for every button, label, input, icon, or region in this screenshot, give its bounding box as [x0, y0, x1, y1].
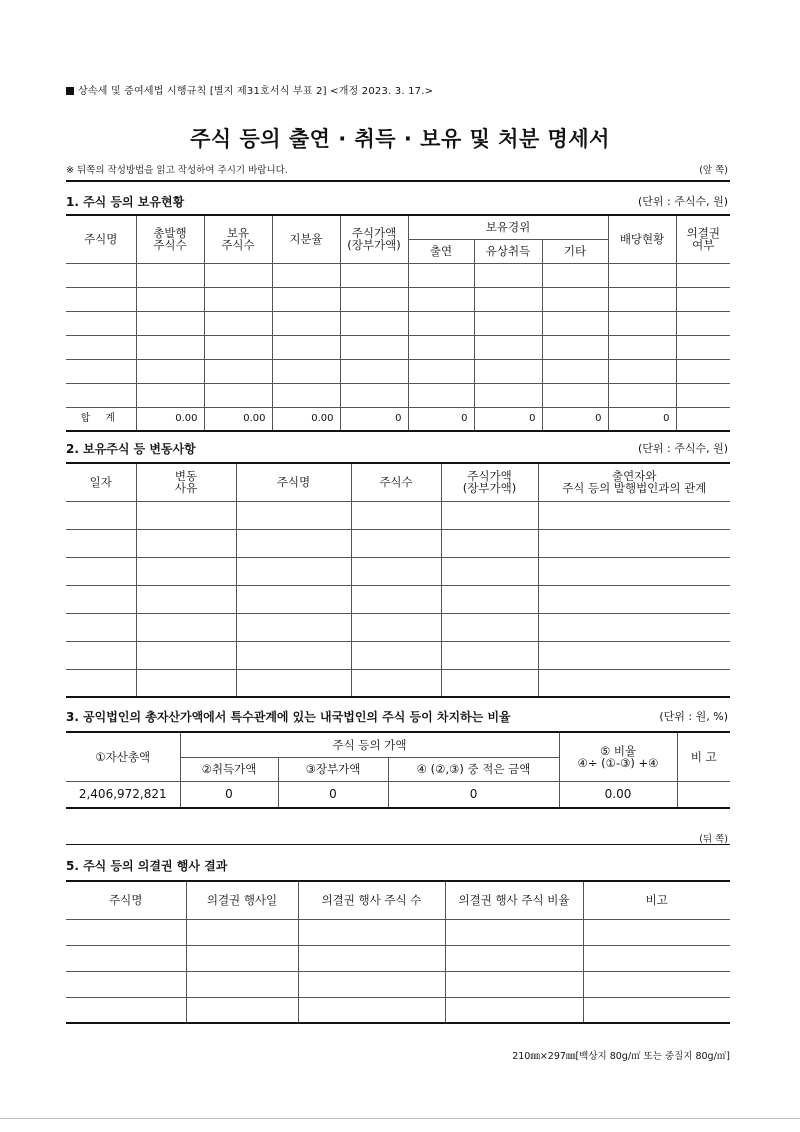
table-row	[66, 613, 730, 641]
col-date: 일자	[66, 463, 136, 501]
table-cell	[583, 945, 730, 971]
form-title: 주식 등의 출연 · 취득 · 보유 및 처분 명세서	[190, 127, 610, 151]
section2-title: 2. 보유주식 등 변동사항	[66, 442, 196, 456]
table-cell	[186, 971, 298, 997]
total-assets-value: 2,406,972,821	[66, 781, 180, 808]
table-cell	[66, 287, 136, 311]
col-lesser-amount: ④ (②,③) 중 적은 금액	[388, 757, 559, 781]
table-cell	[445, 919, 583, 945]
total-dividend-value: 0	[608, 407, 676, 431]
table-cell	[340, 263, 408, 287]
table-cell	[474, 359, 542, 383]
table-cell	[441, 501, 538, 529]
table-cell	[676, 335, 730, 359]
table-row	[66, 669, 730, 697]
table-cell	[272, 359, 340, 383]
table-cell	[583, 997, 730, 1023]
table-cell	[66, 919, 186, 945]
col-stock-name: 주식명	[66, 881, 186, 919]
changes-table	[66, 462, 730, 698]
table-cell	[542, 263, 608, 287]
table-cell	[204, 287, 272, 311]
table-row	[66, 501, 730, 529]
table-row	[66, 945, 730, 971]
book-value: 0	[278, 781, 388, 808]
table-cell	[351, 585, 441, 613]
table-cell	[236, 557, 351, 585]
law-reference-text: 상속세 및 증여세법 시행규칙 [별지 제31호서식 부표 2] <개정 2023. 3. 17.>	[78, 86, 434, 97]
table-cell	[408, 335, 474, 359]
voting-results-table	[66, 880, 730, 1024]
table-cell	[351, 557, 441, 585]
table-cell	[351, 669, 441, 697]
table-cell	[236, 501, 351, 529]
table-cell	[66, 311, 136, 335]
col-acquisition-value: ②취득가액	[180, 757, 278, 781]
total-paid-acq-value: 0	[474, 407, 542, 431]
table-cell	[583, 971, 730, 997]
table-cell	[236, 529, 351, 557]
col-other: 기타	[542, 239, 608, 263]
col-vote-ratio: 의결권 행사 주식 비율	[445, 881, 583, 919]
col-ratio: ⑤ 비율 ④÷ (①-③) +④	[559, 732, 677, 781]
square-bullet-icon	[66, 87, 74, 95]
table-cell	[474, 263, 542, 287]
table-cell	[298, 919, 445, 945]
table-cell	[136, 613, 236, 641]
table-cell	[66, 641, 136, 669]
table-cell	[538, 613, 730, 641]
col-book-value: 주식가액 (장부가액)	[441, 463, 538, 501]
col-share-ratio: 지분율	[272, 215, 340, 263]
table-cell	[445, 971, 583, 997]
table-cell	[474, 335, 542, 359]
table-cell	[542, 335, 608, 359]
col-shares: 주식수	[351, 463, 441, 501]
table-cell	[445, 997, 583, 1023]
table-cell	[136, 501, 236, 529]
col-contribution: 출연	[408, 239, 474, 263]
table-cell	[441, 641, 538, 669]
table-cell	[272, 311, 340, 335]
table-cell	[441, 669, 538, 697]
col-vote-date: 의결권 행사일	[186, 881, 298, 919]
table-cell	[136, 585, 236, 613]
table-cell	[676, 311, 730, 335]
table-cell	[408, 383, 474, 407]
table-cell	[204, 359, 272, 383]
col-remark: 비 고	[677, 732, 730, 781]
table-cell	[441, 557, 538, 585]
table-cell	[204, 335, 272, 359]
table-row	[66, 335, 730, 359]
table-cell	[542, 311, 608, 335]
back-page-label: (뒤 쪽)	[699, 834, 728, 845]
table-cell	[186, 919, 298, 945]
table-cell	[538, 501, 730, 529]
table-cell	[136, 287, 204, 311]
table-cell	[676, 359, 730, 383]
table-cell	[340, 383, 408, 407]
paper-spec: 210㎜×297㎜[백상지 80g/㎡ 또는 중질지 80g/㎡]	[512, 1051, 730, 1062]
table-row	[66, 971, 730, 997]
table-cell	[542, 383, 608, 407]
table-cell	[66, 335, 136, 359]
table-cell	[351, 501, 441, 529]
table-cell	[66, 585, 136, 613]
table-cell	[474, 383, 542, 407]
table-row	[66, 287, 730, 311]
table-cell	[408, 359, 474, 383]
table-cell	[66, 383, 136, 407]
table-cell	[538, 669, 730, 697]
table-row	[66, 359, 730, 383]
table-cell	[204, 263, 272, 287]
table-cell	[298, 945, 445, 971]
table-row	[66, 997, 730, 1023]
table-row	[66, 585, 730, 613]
table-cell	[272, 335, 340, 359]
table-cell	[66, 997, 186, 1023]
table-cell	[538, 641, 730, 669]
table-cell	[186, 945, 298, 971]
table-cell	[66, 263, 136, 287]
acquisition-value: 0	[180, 781, 278, 808]
table-cell	[340, 311, 408, 335]
col-stock-value: 주식 등의 가액	[180, 732, 559, 757]
ratio-table	[66, 731, 730, 809]
total-other-value: 0	[542, 407, 608, 431]
law-reference	[66, 82, 433, 97]
ratio-value: 0.00	[559, 781, 677, 808]
col-dividend: 배당현황	[608, 215, 676, 263]
table-cell	[136, 529, 236, 557]
total-price-value: 0	[340, 407, 408, 431]
table-cell	[408, 263, 474, 287]
table-cell	[474, 311, 542, 335]
total-label: 합 계	[66, 407, 136, 431]
table-cell	[676, 263, 730, 287]
table-cell	[538, 529, 730, 557]
col-total-assets: ①자산총액	[66, 732, 180, 781]
col-change-reason: 변동 사유	[136, 463, 236, 501]
table-row	[66, 641, 730, 669]
col-stock-name: 주식명	[236, 463, 351, 501]
col-remark: 비고	[583, 881, 730, 919]
table-cell	[136, 263, 204, 287]
table-cell	[272, 263, 340, 287]
section3-title: 3. 공익법인의 총자산가액에서 특수관계에 있는 내국법인의 주식 등이 차지하는 비율	[66, 710, 511, 724]
table-cell	[608, 359, 676, 383]
section3-unit: (단위 : 원, %)	[659, 710, 728, 723]
table-cell	[136, 359, 204, 383]
col-total-issued: 총발행 주식수	[136, 215, 204, 263]
table-cell	[66, 529, 136, 557]
section1-unit: (단위 : 주식수, 원)	[637, 195, 728, 208]
ratio-row	[66, 781, 730, 808]
table-cell	[66, 501, 136, 529]
table-row	[66, 383, 730, 407]
table-cell	[66, 945, 186, 971]
table-cell	[204, 311, 272, 335]
total-row	[66, 407, 730, 431]
total-issued-value: 0.00	[136, 407, 204, 431]
table-cell	[474, 287, 542, 311]
table-cell	[66, 359, 136, 383]
table-row	[66, 263, 730, 287]
table-cell	[340, 359, 408, 383]
table-cell	[351, 641, 441, 669]
table-cell	[136, 383, 204, 407]
table-cell	[66, 557, 136, 585]
table-cell	[608, 335, 676, 359]
table-cell	[136, 669, 236, 697]
table-cell	[186, 997, 298, 1023]
table-cell	[204, 383, 272, 407]
table-cell	[236, 641, 351, 669]
table-row	[66, 557, 730, 585]
table-cell	[236, 585, 351, 613]
total-voting-cell	[676, 407, 730, 431]
table-cell	[538, 585, 730, 613]
table-cell	[441, 585, 538, 613]
section2-unit: (단위 : 주식수, 원)	[637, 442, 728, 455]
col-voting-right: 의결권 여부	[676, 215, 730, 263]
table-cell	[608, 287, 676, 311]
lesser-amount-value: 0	[388, 781, 559, 808]
table-cell	[441, 613, 538, 641]
table-cell	[445, 945, 583, 971]
table-cell	[236, 669, 351, 697]
holdings-table	[66, 214, 730, 432]
col-acquisition-route: 보유경위	[408, 215, 608, 239]
table-cell	[608, 383, 676, 407]
col-held-shares: 보유 주식수	[204, 215, 272, 263]
header-divider	[66, 180, 730, 182]
table-cell	[136, 311, 204, 335]
table-row	[66, 529, 730, 557]
table-cell	[298, 971, 445, 997]
total-contribution-value: 0	[408, 407, 474, 431]
page-bottom-edge	[0, 1118, 800, 1119]
table-cell	[66, 971, 186, 997]
table-cell	[136, 557, 236, 585]
table-cell	[351, 529, 441, 557]
col-vote-shares: 의결권 행사 주식 수	[298, 881, 445, 919]
front-page-label: (앞 쪽)	[699, 165, 728, 176]
table-row	[66, 311, 730, 335]
table-cell	[66, 613, 136, 641]
table-cell	[583, 919, 730, 945]
table-cell	[351, 613, 441, 641]
table-cell	[608, 263, 676, 287]
section5-title: 5. 주식 등의 의결권 행사 결과	[66, 859, 228, 873]
table-cell	[340, 335, 408, 359]
table-cell	[408, 287, 474, 311]
col-paid-acquisition: 유상취득	[474, 239, 542, 263]
table-cell	[538, 557, 730, 585]
table-cell	[676, 383, 730, 407]
table-cell	[441, 529, 538, 557]
total-ratio-value: 0.00	[272, 407, 340, 431]
col-book-value: 주식가액 (장부가액)	[340, 215, 408, 263]
table-cell	[136, 335, 204, 359]
remark-value	[677, 781, 730, 808]
col-relation: 출연자와 주식 등의 발행법인과의 관계	[538, 463, 730, 501]
col-stock-name: 주식명	[66, 215, 136, 263]
table-cell	[542, 287, 608, 311]
table-cell	[608, 311, 676, 335]
table-cell	[66, 669, 136, 697]
total-held-value: 0.00	[204, 407, 272, 431]
table-cell	[136, 641, 236, 669]
table-cell	[272, 383, 340, 407]
table-row	[66, 919, 730, 945]
table-cell	[236, 613, 351, 641]
instruction-note: ※ 뒤쪽의 작성방법을 읽고 작성하여 주시기 바랍니다.	[66, 165, 288, 176]
back-page-divider	[66, 844, 730, 845]
table-cell	[272, 287, 340, 311]
table-cell	[298, 997, 445, 1023]
table-cell	[676, 287, 730, 311]
table-cell	[408, 311, 474, 335]
table-cell	[542, 359, 608, 383]
table-cell	[340, 287, 408, 311]
col-book-value: ③장부가액	[278, 757, 388, 781]
section1-title: 1. 주식 등의 보유현황	[66, 195, 185, 209]
